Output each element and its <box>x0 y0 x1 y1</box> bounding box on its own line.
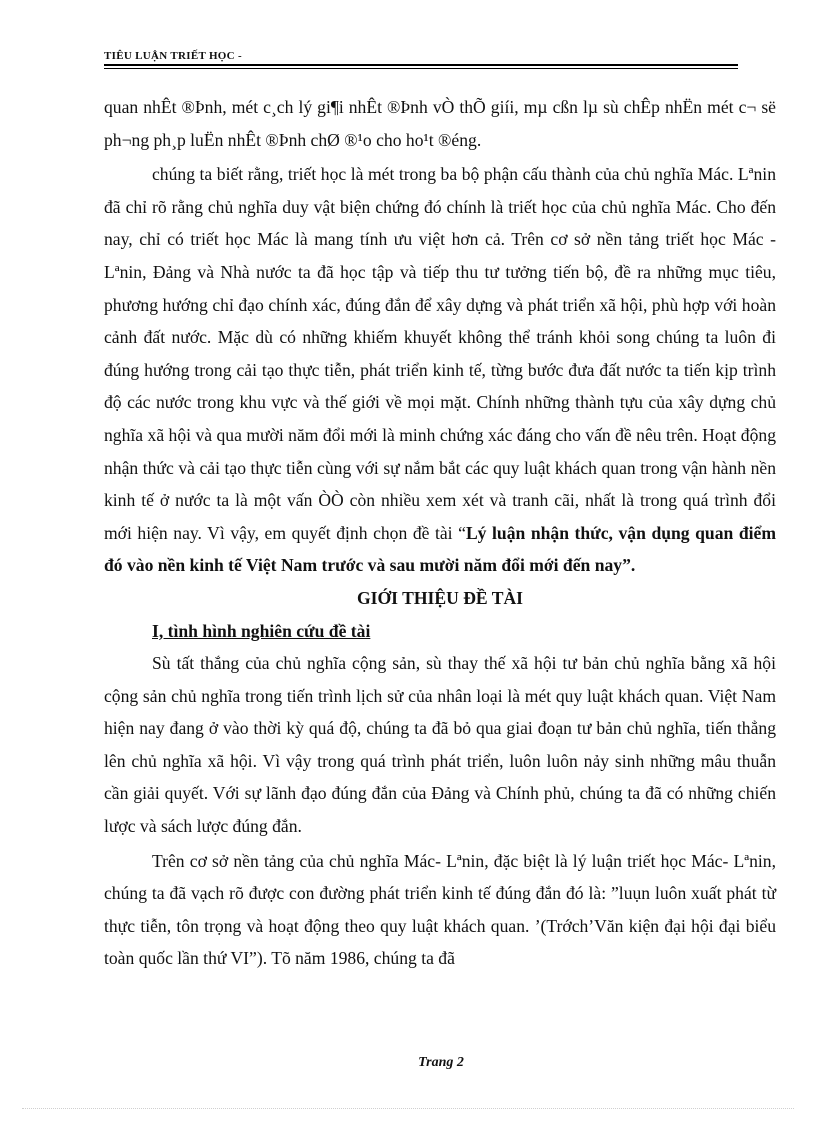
topic-title: Lý luận nhận thức, vận dụng quan điểm đó vào nền kinh tế Việt Nam trước và sau mười năm đổi mới đến nay”. <box>104 522 776 576</box>
header-rule-thick <box>104 64 738 66</box>
paragraph-intro-text: chúng ta biết rằng, triết học là mét trong ba bộ phận cấu thành của chủ nghĩa Mác. Lªnin đã chỉ rõ rằng chủ nghĩa duy vật biện chứng đó chính là triết học của chủ nghĩa Mác. Cho đến nay, chỉ có triết học Mác là mang tính ưu việt hơn cả. Trên cơ sở nền tảng triết học Mác - Lªnin, Đảng và Nhà nước ta đã học tập và tiếp thu tư tưởng tiến bộ, đề ra những mục tiêu, phương hướng chỉ đạo chính xác, đúng đắn để xây dựng và phát triển xã hội, phù hợp với hoàn cảnh đất nước. Mặc dù có những khiếm khuyết không thể tránh khỏi song chúng ta luôn đi đúng hướng trong cải tạo thực tiễn, phát triển kinh tế, từng bước đưa đất nước ta tiến kịp trình độ các nước trong khu vực và thế giới về mọi mặt. Chính những thành tựu của xây dựng chủ nghĩa xã hội và qua mười năm đổi mới là minh chứng xác đáng cho vấn đề nêu trên. Hoạt động nhận thức và cải tạo thực tiễn cùng với sự nắm bắt các quy luật khách quan trong vận hành nền kinh tế ở nước ta là một vấn ÒÒ còn nhiều xem xét và tranh cãi, nhất là trong quá trình đổi mới hiện nay. Vì vậy, em quyết định chọn đề tài “ <box>104 164 776 543</box>
header-rule-thin <box>104 68 738 69</box>
paragraph-foundation: Trên cơ sở nền tảng của chủ nghĩa Mác- Lªnin, đặc biệt là lý luận triết học Mác- Lªnin, chúng ta đã vạch rõ được con đường phát triển kinh tế đúng đắn đó là: ”luụn luôn xuất phát từ thực tiễn, tôn trọng và hoạt động theo quy luật khách quan. ’(Trớch’Văn kiện đại hội đại biểu toàn quốc lần thứ VI”). Tõ năm 1986, chúng ta đã <box>104 850 776 969</box>
paragraph-research: Sù tất thắng của chủ nghĩa cộng sản, sù thay thế xã hội tư bản chủ nghĩa bằng xã hội cộng sản chủ nghĩa trong tiến trình lịch sử của nhân loại là mét quy luật khách quan. Việt Nam hiện nay đang ở vào thời kỳ quá độ, chúng ta đã bỏ qua giai đoạn tư bản chủ nghĩa, tiến thẳng lên chủ nghĩa xã hội. Vì vậy trong quá trình phát triển, luôn luôn nảy sinh những mâu thuẫn cần giải quyết. Với sự lãnh đạo đúng đắn của Đảng và Chính phủ, chúng ta đã có những chiến lược và sách lược đúng đắn. <box>104 653 776 837</box>
subsection-heading-text: I, tình hình nghiên cứu đề tài <box>152 620 371 641</box>
section-heading: GIỚI THIỆU ĐỀ TÀI <box>356 587 524 608</box>
page-number: Trang 2 <box>418 1055 464 1070</box>
page-bottom-divider <box>22 1108 794 1109</box>
document-body <box>104 91 776 975</box>
subsection-heading <box>104 615 776 648</box>
paragraph-intro <box>104 158 776 582</box>
paragraph-continuation: quan nhÊt ®Þnh, mét c¸ch lý gi¶i nhÊt ®Þnh vÒ thÕ giíi, mµ cßn lµ sù chÊp nhËn mét c¬ së ph¬ng ph¸p luËn nhÊt ®Þnh chØ ®¹o cho ho¹t ®éng. <box>104 97 776 150</box>
document-header: TIÊU LUẬN TRIẾT HỌC - <box>104 50 242 62</box>
